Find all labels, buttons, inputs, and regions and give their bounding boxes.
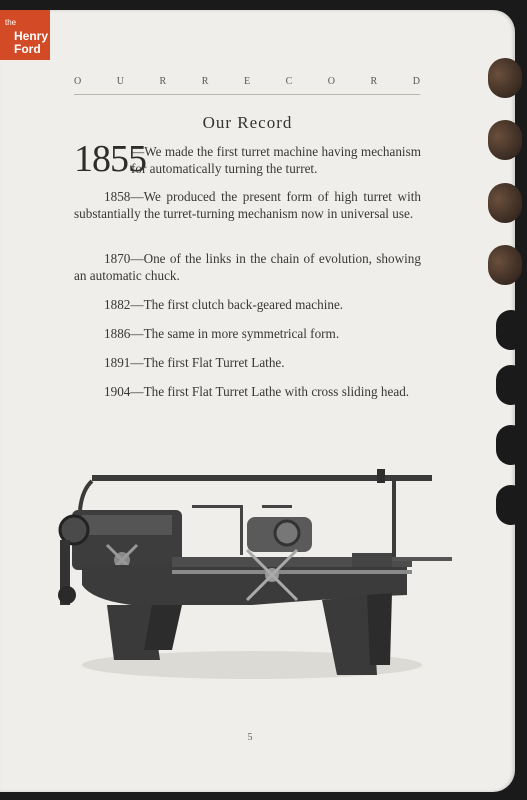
running-head-letter: O xyxy=(327,76,338,87)
turret-lathe-illustration xyxy=(52,465,457,685)
logo-line-henry: Henry xyxy=(14,29,49,43)
entry-1886: 1886—The same in more symmetrical form. xyxy=(104,326,340,341)
running-head-letter: R xyxy=(370,76,380,87)
page-number: 5 xyxy=(247,732,253,743)
header-rule xyxy=(74,94,420,95)
running-head-letter: D xyxy=(412,76,422,87)
index-notch xyxy=(496,310,526,350)
index-tab[interactable] xyxy=(488,120,522,160)
running-head-letter: E xyxy=(243,76,253,87)
lead-year: 1855 xyxy=(74,138,146,180)
logo-line-the: the xyxy=(5,18,17,27)
book-page xyxy=(0,10,515,792)
henry-ford-logo xyxy=(0,10,50,60)
lead-paragraph: —We made the first turret machine having mechanism for automatically turning the turret. xyxy=(131,144,421,176)
index-tab[interactable] xyxy=(488,58,522,98)
index-notch xyxy=(496,365,526,405)
entry-1904: 1904—The first Flat Turret Lathe with cross sliding head. xyxy=(104,384,410,399)
running-head-letter: R xyxy=(159,76,169,87)
page-title: Our Record xyxy=(202,113,293,132)
entry-1891: 1891—The first Flat Turret Lathe. xyxy=(104,355,285,370)
running-head-letter: R xyxy=(201,76,211,87)
logo-line-ford: Ford xyxy=(14,42,41,56)
entry-1858: 1858—We produced the present form of high turret with substantially the turret-turning mechanism now in universal use. xyxy=(74,189,421,221)
running-head-letter: O xyxy=(74,76,84,87)
entry-1882: 1882—The first clutch back-geared machine. xyxy=(104,297,344,312)
entry-1870: 1870—One of the links in the chain of evolution, showing an automatic chuck. xyxy=(74,251,421,283)
index-tab[interactable] xyxy=(488,183,522,223)
running-head-letter: C xyxy=(285,76,295,87)
index-notch xyxy=(496,425,526,465)
index-notch xyxy=(496,485,526,525)
index-tab[interactable] xyxy=(488,245,522,285)
running-head xyxy=(74,76,422,87)
running-head-letter: U xyxy=(116,76,126,87)
